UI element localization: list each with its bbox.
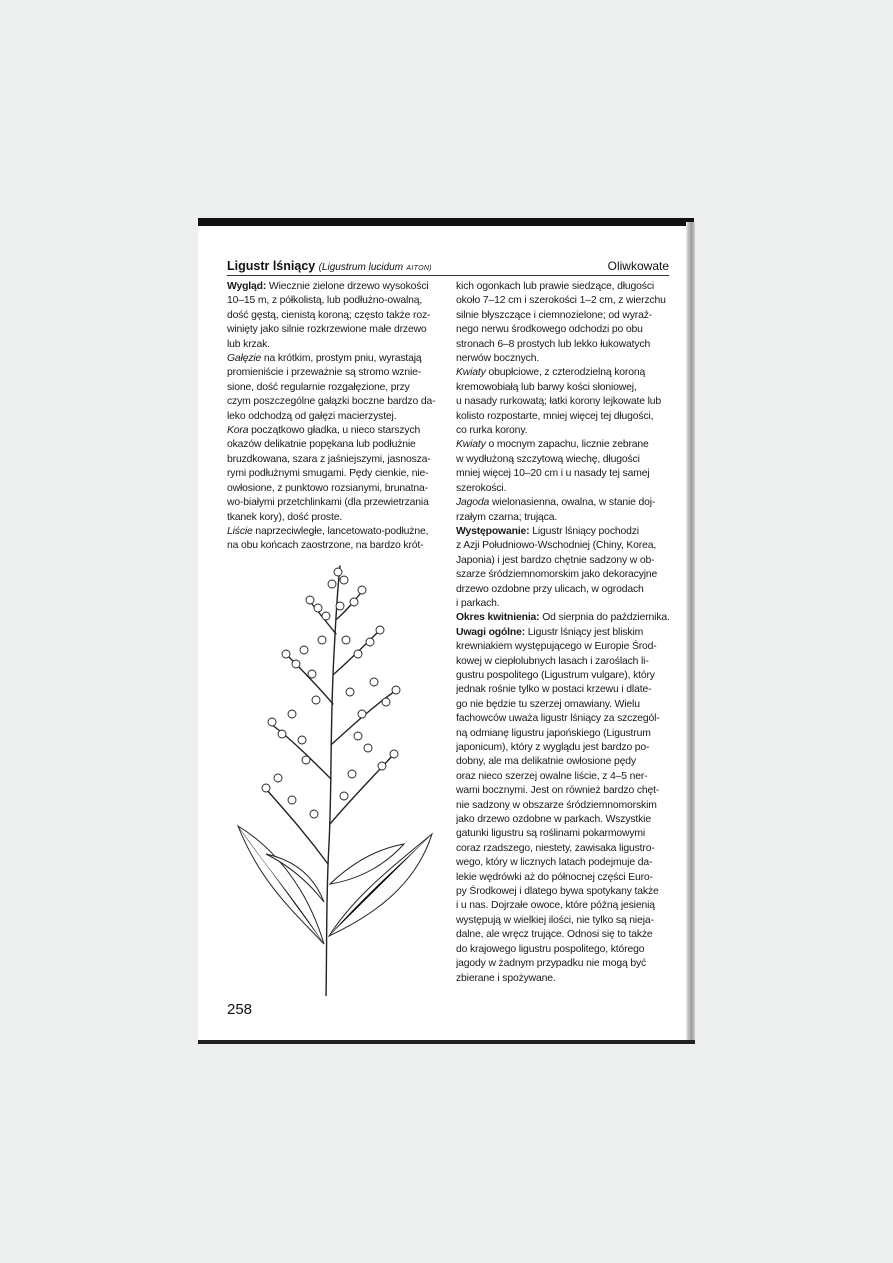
- line-text: nego nerwu środkowego odchodzi po obu: [456, 324, 643, 336]
- line-text: ną odmianę ligustru japońskiego (Ligustrum: [456, 727, 651, 739]
- line-text: lub krzak.: [227, 338, 270, 350]
- line-text: go nie będzie tu szerzej omawiany. Wielu: [456, 698, 640, 710]
- line-text: obupłciowe, z czterodzielną koroną: [485, 367, 646, 379]
- line-text: gatunki ligustru są roślinami pokarmowymi: [456, 828, 646, 840]
- text-line: [456, 972, 670, 986]
- lead-term: Kora: [227, 425, 249, 437]
- author-abbrev: AITON): [406, 265, 432, 272]
- line-text: stronach 6–8 prostych lub lekko łukowatych: [456, 338, 651, 350]
- text-line: [456, 784, 670, 798]
- left-text-column: [227, 280, 443, 554]
- line-text: japonicum), który z wyglądu jest bardzo po-: [456, 742, 650, 753]
- line-text: jagody w żadnym przypadku nie mogą być: [456, 958, 647, 970]
- lead-term: Kwiaty: [456, 439, 486, 451]
- text-line: [456, 511, 670, 525]
- line-text: szarze śródziemnomorskim jako dekoracyjne: [456, 569, 658, 581]
- line-text: Wiecznie zielone drzewo wysokości: [266, 281, 429, 292]
- line-text: fachowców uważa ligustr lśniący za szczegól-: [456, 713, 660, 725]
- text-line: [227, 323, 443, 337]
- text-line: [456, 280, 670, 294]
- line-text: silnie błyszczące i ciemnozielone; od wyraź-: [456, 309, 653, 321]
- text-line: [456, 568, 670, 582]
- line-text: Od sierpnia do października.: [539, 612, 670, 624]
- text-line: [456, 525, 670, 539]
- text-line: [456, 712, 670, 726]
- line-text: Ligustr lśniący pochodzi: [529, 525, 639, 537]
- text-line: [456, 655, 670, 669]
- page-spine-shadow: [686, 222, 695, 1044]
- latin-name: (Ligustrum lucidum: [318, 262, 404, 273]
- text-line: [227, 309, 443, 323]
- lead-term: Uwagi ogólne:: [456, 626, 526, 638]
- line-text: rzałym czarna; trująca.: [456, 511, 558, 523]
- line-text: jako drzewo ozdobne w parkach. Wszystkie: [456, 814, 651, 826]
- scan-bottom-edge: [198, 1040, 695, 1044]
- line-text: sione, dość regularnie rozgałęzione, przy: [227, 381, 410, 393]
- lead-term: Liście: [227, 525, 253, 537]
- line-text: nie sadzony w obszarze śródziemnomorskim: [456, 799, 657, 811]
- line-text: okazów delikatnie popękana lub podłużnie: [227, 439, 416, 451]
- page-number: 258: [227, 1001, 253, 1018]
- line-text: promieniście i przeważnie są stromo wznie-: [227, 367, 422, 379]
- line-text: u nasady rurkowatą; łatki korony lejkowate lub: [456, 396, 662, 408]
- lead-term: Okres kwitnienia:: [456, 612, 540, 624]
- text-line: [456, 914, 670, 928]
- text-line: [227, 280, 443, 294]
- line-text: lekie wędrówki aż do północnej części Euro-: [456, 871, 653, 883]
- line-text: szerokości.: [456, 482, 507, 494]
- lead-term: Jagoda: [456, 497, 490, 509]
- line-text: występują w wielkiej ilości, nie tylko są nieja-: [456, 914, 654, 926]
- text-line: [456, 799, 670, 813]
- text-line: [456, 640, 670, 654]
- line-text: py Środkowej i dlatego bywa spotykany także: [456, 886, 659, 898]
- text-line: [456, 410, 670, 424]
- line-text: na krótkim, prostym pniu, wyrastają: [261, 353, 422, 365]
- text-line: [227, 511, 443, 525]
- line-text: 10–15 m, z półkolistą, lub podłużno-owalną,: [227, 295, 423, 307]
- text-line: [456, 957, 670, 971]
- text-line: [456, 309, 670, 323]
- line-text: oraz nieco szerzej owalne liście, z 4–5 ner-: [456, 770, 648, 782]
- line-text: dobny, ale ma delikatnie owłosione pędy: [456, 756, 636, 768]
- text-line: [456, 885, 670, 899]
- text-line: [456, 770, 670, 784]
- line-text: w wydłużoną szczytową wiechę, długości: [456, 453, 640, 465]
- line-text: Japonia) i jest bardzo chętnie sadzony w ob-: [456, 554, 655, 566]
- text-line: [456, 827, 670, 841]
- text-line: [227, 352, 443, 366]
- line-text: coraz rzadszego, niestety, zawisaka ligustro-: [456, 842, 655, 854]
- text-line: [227, 525, 443, 539]
- species-title: Ligustr lśniący: [227, 259, 316, 273]
- text-line: [456, 554, 670, 568]
- line-text: nerwów bocznych.: [456, 353, 540, 365]
- line-text: drzewo ozdobne przy ulicach, w ogrodach: [456, 583, 644, 595]
- header-title-group: [227, 259, 432, 273]
- line-text: około 7–12 cm i szerokości 1–2 cm, z wierzchu: [456, 295, 666, 307]
- lead-term: Kwiaty: [456, 367, 486, 379]
- text-line: [456, 698, 670, 712]
- line-text: wami bocznymi. Jest on również bardzo chęt-: [456, 785, 660, 797]
- text-line: [456, 496, 670, 510]
- text-line: [456, 727, 670, 741]
- text-line: [456, 323, 670, 337]
- text-line: [456, 539, 670, 553]
- line-text: winięty jako silnie rozkrzewione małe drzewo: [227, 324, 427, 336]
- line-text: początkowo gładka, u nieco starszych: [248, 425, 421, 437]
- line-text: mniej więcej 10–20 cm i u nasady tej samej: [456, 468, 650, 480]
- line-text: wego, który w licznych latach podejmuje da-: [456, 857, 653, 869]
- text-line: [456, 583, 670, 597]
- text-line: [227, 539, 443, 553]
- line-text: o mocnym zapachu, licznie zebrane: [485, 439, 649, 451]
- text-line: [227, 294, 443, 308]
- text-line: [456, 669, 670, 683]
- text-line: [456, 741, 670, 755]
- text-line: [456, 856, 670, 870]
- text-line: [227, 395, 443, 409]
- text-line: [227, 366, 443, 380]
- text-line: [456, 813, 670, 827]
- line-text: i parkach.: [456, 597, 500, 609]
- family-name: Oliwkowate: [607, 259, 669, 273]
- text-line: [227, 496, 443, 510]
- line-text: co rurka korony.: [456, 425, 528, 437]
- line-text: czym poszczególne gałązki boczne bardzo da-: [227, 396, 436, 408]
- line-text: do krajowego ligustru pospolitego, którego: [456, 943, 645, 955]
- line-text: tkanek kory), dość proste.: [227, 511, 343, 523]
- line-text: z Azji Południowo-Wschodniej (Chiny, Korea,: [456, 540, 657, 552]
- lead-term: Wygląd:: [227, 281, 267, 292]
- line-text: wo-białymi przetchlinkami (dla przewietrzania: [227, 497, 429, 509]
- text-line: [456, 755, 670, 769]
- text-line: [456, 611, 670, 625]
- text-line: [456, 338, 670, 352]
- line-text: kowej w ciepłolubnych lasach i zaroślach li-: [456, 655, 649, 667]
- text-line: [456, 683, 670, 697]
- line-text: leko odchodzą od gałęzi macierzystej.: [227, 410, 397, 422]
- text-line: [456, 482, 670, 496]
- text-line: [456, 453, 670, 467]
- text-line: [227, 482, 443, 496]
- lead-term: Występowanie:: [456, 525, 530, 537]
- text-line: [227, 410, 443, 424]
- text-line: [227, 467, 443, 481]
- text-line: [456, 381, 670, 395]
- text-line: [456, 395, 670, 409]
- text-line: [456, 597, 670, 611]
- lead-term: Gałęzie: [227, 353, 262, 365]
- text-line: [456, 438, 670, 452]
- text-line: [456, 899, 670, 913]
- line-text: jednak rośnie tylko w postaci krzewu i dlate-: [456, 684, 652, 696]
- line-text: Ligustr lśniący jest bliskim: [525, 626, 644, 638]
- text-line: [227, 453, 443, 467]
- line-text: naprzeciwległe, lancetowato-podłużne,: [252, 525, 429, 537]
- text-line: [456, 352, 670, 366]
- text-line: [456, 871, 670, 885]
- line-text: kolisto rozpostarte, mniej więcej tej długości,: [456, 410, 654, 422]
- text-line: [227, 438, 443, 452]
- text-line: [227, 424, 443, 438]
- text-line: [456, 467, 670, 481]
- line-text: i u nas. Dojrzałe owoce, które późną jesienią: [456, 900, 655, 912]
- text-line: [227, 338, 443, 352]
- text-line: [227, 381, 443, 395]
- text-line: [456, 294, 670, 308]
- line-text: rymi podłużnymi smugami. Pędy cienkie, nie-: [227, 468, 429, 480]
- line-text: bruzdkowana, szara z jaśniejszymi, jasnosza-: [227, 453, 431, 465]
- text-line: [456, 626, 670, 640]
- line-text: wielonasienna, owalna, w stanie doj-: [489, 497, 656, 509]
- text-line: [456, 424, 670, 438]
- right-text-column: [456, 280, 670, 986]
- line-text: dalne, ale wręcz trujące. Odnosi się to także: [456, 929, 653, 941]
- privet-illustration: [226, 564, 444, 996]
- text-line: [456, 366, 670, 380]
- line-text: na obu końcach zaostrzone, na bardzo krót-: [227, 540, 424, 552]
- line-text: owłosione, z punktowo rozsianymi, brunatna-: [227, 482, 428, 494]
- text-line: [456, 928, 670, 942]
- line-text: krewniakiem występującego w Europie Środ-: [456, 641, 657, 653]
- line-text: gustru pospolitego (Ligustrum vulgare), który: [456, 669, 655, 681]
- text-line: [456, 842, 670, 856]
- text-line: [456, 943, 670, 957]
- page-header: [227, 258, 669, 276]
- line-text: zbierane i spożywane.: [456, 972, 556, 984]
- line-text: kremowobiałą lub barwy kości słoniowej,: [456, 381, 637, 393]
- line-text: kich ogonkach lub prawie siedzące, długości: [456, 281, 655, 292]
- line-text: dość gęstą, cienistą koroną; często także roz-: [227, 309, 431, 321]
